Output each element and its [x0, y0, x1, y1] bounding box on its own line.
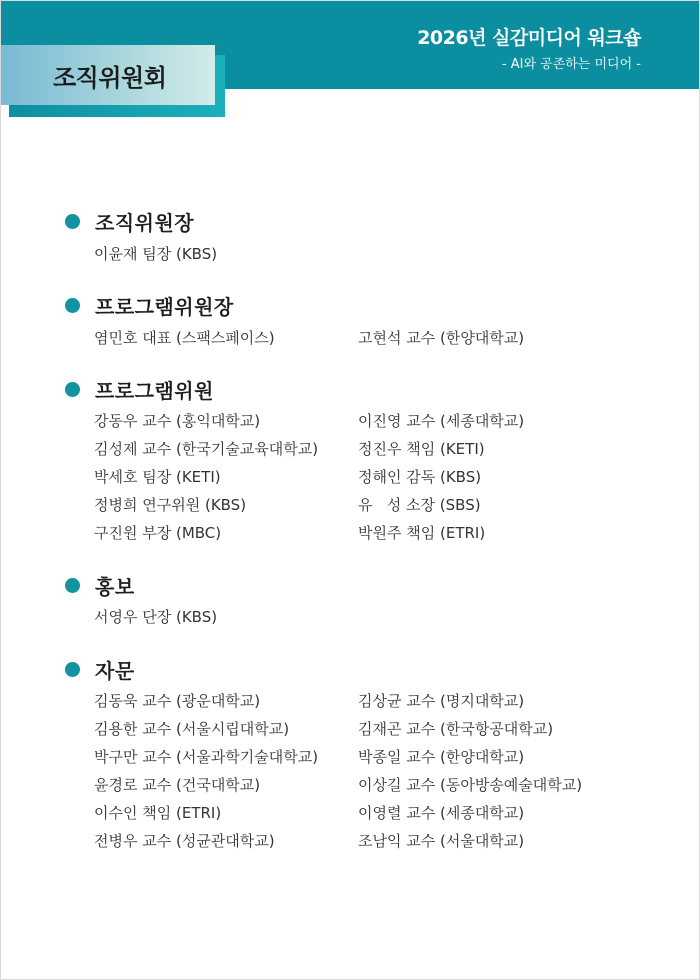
- member-entry: 김성제 교수 (한국기술교육대학교): [94, 440, 319, 458]
- member-entry: 이진영 교수 (세종대학교): [358, 412, 525, 430]
- member-entry: 조남익 교수 (서울대학교): [358, 832, 525, 850]
- member-entry: 김동욱 교수 (광운대학교): [94, 692, 261, 710]
- bullet-icon: [65, 214, 80, 229]
- member-entry: 전병우 교수 (성균관대학교): [94, 832, 275, 850]
- section-title: 프로그램위원: [95, 379, 214, 403]
- member-entry: 윤경로 교수 (건국대학교): [94, 776, 261, 794]
- member-entry: 염민호 대표 (스팩스페이스): [94, 329, 275, 347]
- member-entry: 이윤재 팀장 (KBS): [94, 245, 218, 263]
- member-entry: 박원주 책임 (ETRI): [358, 524, 486, 542]
- member-entry: 김상균 교수 (명지대학교): [358, 692, 525, 710]
- event-title: 2026년 실감미디어 워크숍: [417, 27, 641, 49]
- event-subtitle: - AI와 공존하는 미디어 -: [501, 57, 641, 72]
- member-entry: 김용한 교수 (서울시립대학교): [94, 720, 290, 738]
- member-entry: 정해인 감독 (KBS): [358, 468, 482, 486]
- section-title: 홍보: [95, 575, 135, 599]
- member-entry: 이상길 교수 (동아방송예술대학교): [358, 776, 583, 794]
- bullet-icon: [65, 578, 80, 593]
- section-title: 자문: [95, 659, 135, 683]
- member-entry: 김재곤 교수 (한국항공대학교): [358, 720, 554, 738]
- bullet-icon: [65, 662, 80, 677]
- member-entry: 이영렬 교수 (세종대학교): [358, 804, 525, 822]
- member-entry: 구진원 부장 (MBC): [94, 524, 222, 542]
- member-entry: 서영우 단장 (KBS): [94, 608, 218, 626]
- member-entry: 강동우 교수 (홍익대학교): [94, 412, 261, 430]
- member-entry: 정진우 책임 (KETI): [358, 440, 485, 458]
- page-title: 조직위원회: [53, 64, 167, 92]
- member-entry: 박구만 교수 (서울과학기술대학교): [94, 748, 319, 766]
- member-entry: 유 성 소장 (SBS): [358, 496, 481, 514]
- member-entry: 고현석 교수 (한양대학교): [358, 329, 525, 347]
- member-entry: 정병희 연구위원 (KBS): [94, 496, 247, 514]
- section-title: 프로그램위원장: [95, 295, 234, 319]
- section-title: 조직위원장: [95, 211, 195, 235]
- member-entry: 박세호 팀장 (KETI): [94, 468, 221, 486]
- bullet-icon: [65, 382, 80, 397]
- member-entry: 이수인 책임 (ETRI): [94, 804, 222, 822]
- member-entry: 박종일 교수 (한양대학교): [358, 748, 525, 766]
- bullet-icon: [65, 298, 80, 313]
